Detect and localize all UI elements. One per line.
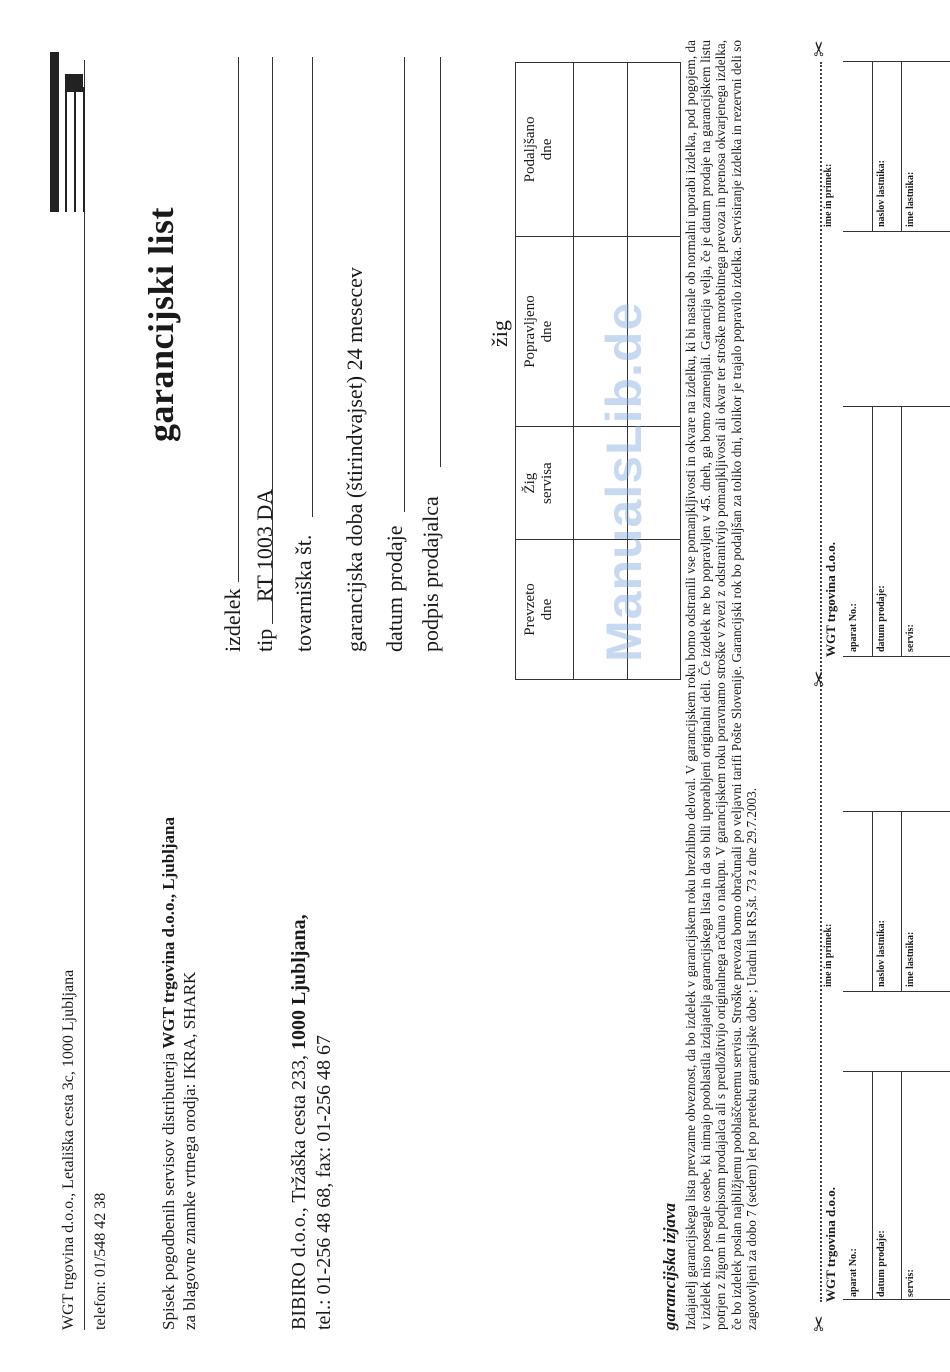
- col-popravljeno: Popravljeno dne: [516, 236, 574, 427]
- col-zig: Žig servisa: [516, 427, 574, 540]
- coupon-divider: [843, 656, 950, 657]
- garancija-label: garancijska doba (štirindvajset) 24 mesecev: [342, 267, 367, 652]
- coupon-company: WGT trgovina d.o.o.: [823, 542, 838, 657]
- company-logo: [45, 52, 100, 212]
- company-address: WGT trgovina d.o.o., Letališka cesta 3c, 1000 Ljubljana: [60, 969, 77, 1330]
- coupon-divider: [843, 61, 950, 62]
- coupon-aparat-label: aparat No.:: [848, 1248, 859, 1297]
- partner-contact: tel.: 01-256 48 68, fax: 01-256 48 67: [313, 1035, 335, 1330]
- coupon-aparat-label: aparat No.:: [848, 603, 859, 652]
- coupon-datum-label: datum prodaje:: [876, 1230, 887, 1297]
- distributor-name: WGT trgovina d.o.o., Ljubljana: [159, 816, 178, 1049]
- coupon-divider: [843, 406, 950, 407]
- scissors-icon: ✂: [809, 670, 831, 687]
- datum-label: datum prodaje: [382, 525, 407, 652]
- coupon-datum-label: datum prodaje:: [876, 585, 887, 652]
- partner-address: BIBIRO d.o.o., Tržaška cesta 233,: [288, 1050, 310, 1330]
- coupon-divider: [843, 1071, 950, 1072]
- tovarniska-label: tovarniška št.: [291, 534, 316, 652]
- declaration-text: Izdajatelj garancijskega lista prevzame obveznost, da bo izdelek v garancijskem roku brezhibno deloval. V garancijskem roku bomo odstranili vse pomanjkljivosti in okvare na izdelku, ki bi nastale ob normalni uporabi izdelka, pod pogojem, da v izdelek niso posegale osebe, ki nimajo pooblastila izdajatelja garancijskega lista in da so bili uporabljeni originalni deli. Če izdelek ne bo popravljen v 45. dneh, ga bomo zamenjali. Garancija velja, če je datum prodaje na garancijskem listu potrjen z žigom in podpisom prodajalca ali s predložitvijo originalnega računa o nakupu. V garancijskem roku poravnamo stroške v zvezi z odstranitvijo pomanjkljivosti ali okvar ter stroške morebitnega prevoza in prenosa okvarjenega izdelka, če bo izdelek poslan najbližjemu pooblaščenemu servisu. Stroške prevoza bomo obračunali po veljavni tarifi Pošte Slovenije. Garancijski rok bo podaljšan za toliko dni, kolikor je trajalo popravilo izdelka. Servisiranje izdelka in rezervni deli so zagotovljeni za dobo 7 (sedem) let po preteku garancijske dobe ; Uradni list RS,št. 73 z dne 29.7.2003.: [683, 40, 759, 1330]
- coupon-rule: [872, 62, 873, 232]
- coupon-servis-label: servis:: [905, 624, 916, 652]
- col-prevzeto: Prevzeto dne: [516, 539, 574, 679]
- scissors-icon: ✂: [809, 1315, 831, 1332]
- coupon-rule: [901, 1072, 902, 1300]
- partner-comma: ,: [288, 914, 310, 920]
- service-intro-text: Spisek pogodbenih servisov distributerja: [159, 1048, 178, 1330]
- stamp-label: žig: [487, 320, 512, 347]
- coupon-rule: [872, 407, 873, 657]
- header-rule: [84, 60, 85, 1330]
- datum-line: [404, 57, 405, 512]
- coupon-ime-primek-label: ime in primek:: [823, 923, 834, 987]
- izdelek-label: izdelek: [220, 588, 245, 652]
- tovarniska-line: [312, 57, 313, 517]
- declaration-title: garancijska izjava: [660, 1202, 679, 1330]
- podpis-label: podpis prodajalca: [418, 496, 443, 652]
- coupon-divider: [843, 231, 950, 232]
- stamp-cell: [574, 63, 628, 237]
- service-partner: [287, 730, 337, 1330]
- coupon-ime-lastnika-label: ime lastnika:: [905, 931, 916, 987]
- coupon-rule: [872, 812, 873, 992]
- izdelek-line: [238, 57, 239, 582]
- tip-line: [272, 57, 273, 624]
- coupon-naslov-label: naslov lastnika:: [876, 160, 887, 227]
- coupon-naslov-label: naslov lastnika:: [876, 920, 887, 987]
- service-intro: [158, 770, 200, 1330]
- coupon-company: WGT trgovina d.o.o.: [823, 1187, 838, 1302]
- page-title: garancijski list: [141, 206, 181, 442]
- coupon-rule: [901, 812, 902, 992]
- coupon-divider: [843, 991, 950, 992]
- coupon-rule: [872, 1072, 873, 1300]
- scissors-icon: ✂: [809, 40, 831, 57]
- coupon-rule: [901, 407, 902, 657]
- service-brands: za blagovne znamke vrtnega orodja: IKRA, SHARK: [180, 971, 199, 1330]
- coupon-servis-label: servis:: [905, 1269, 916, 1297]
- company-phone: telefon: 01/548 42 38: [92, 1192, 109, 1330]
- coupon-divider: [843, 811, 950, 812]
- tip-value: RT 1003 DA: [252, 488, 277, 602]
- coupon-ime-primek-label: ime in primek:: [823, 163, 834, 227]
- coupon-divider: [843, 1299, 950, 1300]
- coupon-rule: [901, 62, 902, 232]
- col-podaljsano: Podaljšano dne: [516, 63, 574, 237]
- stamp-cell: [627, 63, 681, 237]
- coupon-ime-lastnika-label: ime lastnika:: [905, 171, 916, 227]
- partner-city: 1000 Ljubljana: [288, 919, 310, 1051]
- tip-label: tip: [252, 628, 277, 652]
- podpis-line: [440, 57, 441, 467]
- watermark: ManualsLib.de: [596, 301, 652, 662]
